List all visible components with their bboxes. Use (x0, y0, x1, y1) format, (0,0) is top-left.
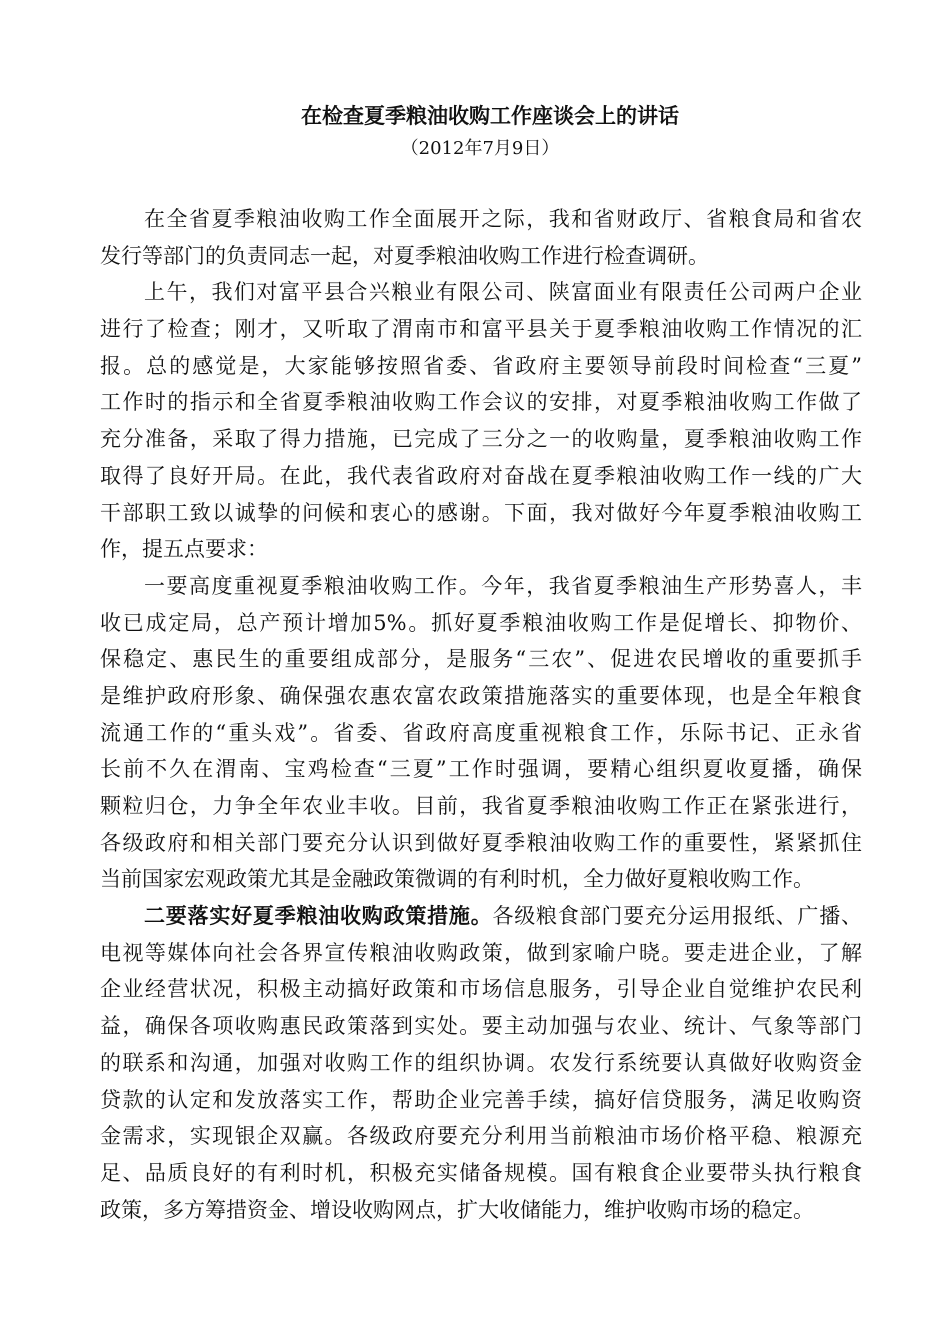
paragraph-line: 工作时的指示和全省夏季粮油收购工作会议的安排，对夏季粮油收购工作做了 (100, 390, 862, 415)
paragraph-line: 发行等部门的负责同志一起，对夏季粮油收购工作进行检查调研。 (100, 243, 709, 268)
paragraph-line: 当前国家宏观政策尤其是金融政策微调的有利时机，全力做好夏粮收购工作。 (100, 867, 814, 892)
paragraph-line: 作，提五点要求： (100, 537, 268, 562)
paragraph-line: 长前不久在渭南、宝鸡检查“三夏”工作时强调，要精心组织夏收夏播，确保 (100, 757, 862, 782)
paragraph-line: 保稳定、惠民生的重要组成部分，是服务“三农”、促进农民增收的重要抓手 (100, 647, 862, 672)
paragraph-line: 一要高度重视夏季粮油收购工作。今年，我省夏季粮油生产形势喜人，丰 (144, 573, 862, 598)
paragraph-line: 是维护政府形象、确保强农惠农富农政策措施落实的重要体现，也是全年粮食 (100, 683, 862, 708)
paragraph-line: 益，确保各项收购惠民政策落到实处。要主动加强与农业、统计、气象等部门 (100, 1014, 862, 1039)
paragraph (100, 274, 862, 568)
paragraph-line: 颗粒归仓，力争全年农业丰收。目前，我省夏季粮油收购工作正在紧张进行， (100, 794, 862, 818)
paragraph-line: 的联系和沟通，加强对收购工作的组织协调。农发行系统要认真做好收购资金 (100, 1050, 862, 1075)
paragraph-line: 报。总的感觉是，大家能够按照省委、省政府主要领导前段时间检查“三夏” (100, 353, 862, 378)
paragraph-line: 流通工作的“重头戏”。省委、省政府高度重视粮食工作，乐际书记、正永省 (100, 720, 862, 745)
paragraph-line: 贷款的认定和发放落实工作，帮助企业完善手续，搞好信贷服务，满足收购资 (100, 1087, 862, 1112)
paragraph-line: 金需求，实现银企双赢。各级政府要充分利用当前粮油市场价格平稳、粮源充 (100, 1124, 862, 1149)
paragraph (100, 898, 862, 1228)
paragraph-line: 收已成定局，总产预计增加5%。抓好夏季粮油收购工作是促增长、抑物价、 (100, 610, 862, 635)
paragraph-line: 各级政府和相关部门要充分认识到做好夏季粮油收购工作的重要性，紧紧抓住 (100, 830, 862, 855)
paragraph-line: 足、品质良好的有利时机，积极充实储备规模。国有粮食企业要带头执行粮食 (100, 1160, 862, 1185)
paragraph-line: 取得了良好开局。在此，我代表省政府对奋战在夏季粮油收购工作一线的广大 (100, 463, 862, 488)
paragraph-line: 企业经营状况，积极主动搞好政策和市场信息服务，引导企业自觉维护农民利 (100, 977, 862, 1002)
document-body (100, 201, 862, 1228)
paragraph (100, 568, 862, 898)
paragraph-line (100, 898, 862, 935)
paragraph-line: 充分准备，采取了得力措施，已完成了三分之一的收购量，夏季粮油收购工作 (100, 427, 862, 452)
document-date: （2012年7月9日） (400, 138, 560, 159)
paragraph-line: 干部职工致以诚挚的问候和衷心的感谢。下面，我对做好今年夏季粮油收购工 (100, 500, 862, 525)
paragraph-line: 上午，我们对富平县合兴粮业有限公司、陕富面业有限责任公司两户企业 (144, 280, 862, 305)
document-title: 在检查夏季粮油收购工作座谈会上的讲话 (301, 103, 679, 128)
paragraph-line: 政策，多方筹措资金、增设收购网点，扩大收储能力，维护收购市场的稳定。 (100, 1197, 814, 1222)
paragraph-line: 在全省夏季粮油收购工作全面展开之际，我和省财政厅、省粮食局和省农 (144, 207, 862, 231)
paragraph (100, 201, 862, 274)
bold-heading: 二要落实好夏季粮油收购政策措施。 (144, 903, 493, 929)
line-text: 各级粮食部门要充分运用报纸、广播、 (492, 904, 862, 929)
paragraph-line: 电视等媒体向社会各界宣传粮油收购政策，做到家喻户晓。要走进企业，了解 (100, 940, 862, 965)
paragraph-line: 进行了检查；刚才，又听取了渭南市和富平县关于夏季粮油收购工作情况的汇 (100, 317, 862, 342)
